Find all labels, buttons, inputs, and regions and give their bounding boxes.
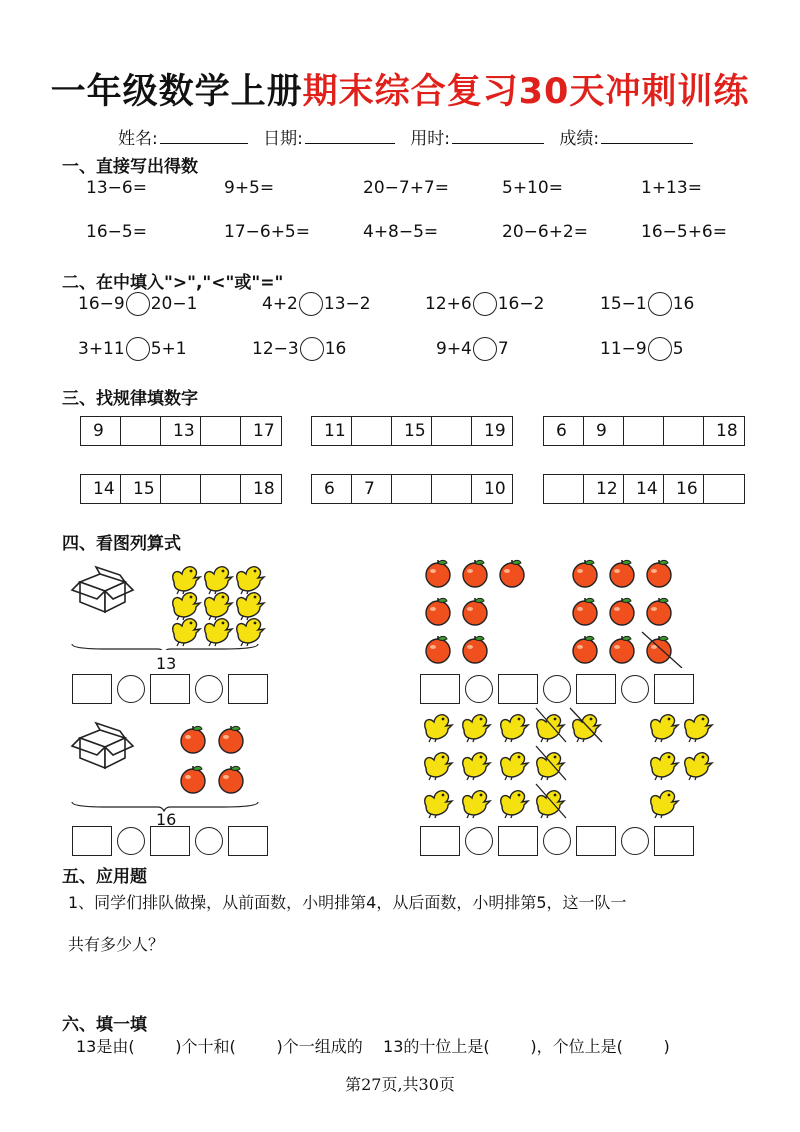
duck-icon <box>237 593 264 620</box>
seq-cell[interactable] <box>121 417 161 445</box>
duck-icon <box>173 567 200 594</box>
apple-icon <box>219 726 243 753</box>
duck-icon <box>537 715 564 742</box>
duck-icon <box>685 753 712 780</box>
seq-cell[interactable] <box>201 475 241 503</box>
apple-icon <box>573 636 597 663</box>
operator-circle[interactable] <box>543 675 571 703</box>
duck-icon <box>463 715 490 742</box>
seq-cell[interactable] <box>432 417 472 445</box>
seq-cell[interactable]: 18 <box>716 421 738 441</box>
sequence-row <box>311 416 513 446</box>
sequence-row <box>80 474 282 504</box>
compare-circle[interactable] <box>648 337 672 361</box>
answer-box[interactable] <box>228 674 268 704</box>
picture-box-apples <box>66 716 266 812</box>
apple-icon <box>610 560 634 587</box>
calc-item: 4+8−5= <box>363 222 439 242</box>
apple-icon <box>426 598 450 625</box>
calc-item: 13−6= <box>86 178 147 198</box>
equation-row <box>72 674 268 704</box>
duck-icon <box>173 593 200 620</box>
calc-item: 9+5= <box>224 178 275 198</box>
apple-icon <box>463 598 487 625</box>
section-2-heading: 二、在中填入">","<"或"=" <box>62 273 284 293</box>
seq-cell[interactable]: 12 <box>584 475 624 503</box>
answer-box[interactable] <box>498 826 538 856</box>
answer-box[interactable] <box>420 674 460 704</box>
duck-icon <box>537 753 564 780</box>
seq-cell[interactable]: 17 <box>253 421 275 441</box>
apple-icon <box>463 636 487 663</box>
total-label: 16 <box>156 810 177 829</box>
equation-row <box>420 674 694 704</box>
operator-circle[interactable] <box>543 827 571 855</box>
duck-icon <box>425 715 452 742</box>
answer-box[interactable] <box>576 674 616 704</box>
sequence-row <box>311 474 513 504</box>
apple-icon <box>573 598 597 625</box>
answer-box[interactable] <box>228 826 268 856</box>
page-footer: 第27页,共30页 <box>345 1075 455 1094</box>
answer-box[interactable] <box>150 826 190 856</box>
total-label: 13 <box>156 654 177 673</box>
seq-cell[interactable]: 9 <box>81 417 121 445</box>
apple-icon <box>610 598 634 625</box>
section-4-heading: 四、看图列算式 <box>62 534 181 554</box>
box-icon <box>72 567 133 612</box>
section-3-heading: 三、找规律填数字 <box>62 389 198 409</box>
apple-icon <box>219 766 243 793</box>
seq-cell[interactable]: 19 <box>484 421 506 441</box>
compare-circle[interactable] <box>473 337 497 361</box>
picture-apples <box>420 556 690 668</box>
calc-item: 16−5+6= <box>641 222 727 242</box>
compare-item: 3+11 5+1 <box>78 339 187 359</box>
fill-in-text: 13是由( )个十和( )个一组成的 13的十位上是( )，个位上是( ) <box>76 1037 670 1056</box>
seq-cell[interactable]: 9 <box>584 417 624 445</box>
duck-icon <box>205 567 232 594</box>
calc-item: 5+10= <box>502 178 563 198</box>
compare-circle[interactable] <box>126 337 150 361</box>
duck-icon <box>501 791 528 818</box>
answer-box[interactable] <box>498 674 538 704</box>
apple-icon <box>647 598 671 625</box>
student-info <box>118 124 703 149</box>
page-title <box>0 64 800 114</box>
answer-box[interactable] <box>150 674 190 704</box>
sequence-row <box>543 474 745 504</box>
calc-item: 17−6+5= <box>224 222 310 242</box>
operator-circle[interactable] <box>621 675 649 703</box>
seq-cell[interactable]: 15 <box>121 475 161 503</box>
answer-box[interactable] <box>576 826 616 856</box>
operator-circle[interactable] <box>195 827 223 855</box>
apple-icon <box>181 726 205 753</box>
section-5-heading: 五、应用题 <box>62 867 147 887</box>
word-problem-line2: 共有多少人？ <box>68 935 165 954</box>
compare-item: 12+6 16−2 <box>425 294 545 314</box>
operator-circle[interactable] <box>621 827 649 855</box>
answer-box[interactable] <box>72 674 112 704</box>
operator-circle[interactable] <box>465 675 493 703</box>
seq-cell[interactable]: 18 <box>253 479 275 499</box>
duck-icon <box>205 593 232 620</box>
calc-item: 20−7+7= <box>363 178 449 198</box>
duck-icon <box>463 753 490 780</box>
answer-box[interactable] <box>420 826 460 856</box>
title-black: 一年级数学上册 <box>50 72 303 112</box>
duck-icon <box>651 753 678 780</box>
duck-icon <box>425 791 452 818</box>
score-field[interactable]: 成绩: <box>559 129 693 149</box>
calc-item: 20−6+2= <box>502 222 588 242</box>
compare-circle[interactable] <box>300 337 324 361</box>
seq-cell[interactable]: 6 <box>312 475 352 503</box>
word-problem-line1: 1、同学们排队做操，从前面数，小明排第4，从后面数，小明排第5，这一队一 <box>68 893 627 912</box>
duck-icon <box>205 619 232 646</box>
duck-icon <box>501 753 528 780</box>
compare-circle[interactable] <box>648 292 672 316</box>
operator-circle[interactable] <box>117 675 145 703</box>
calc-item: 1+13= <box>641 178 702 198</box>
answer-box[interactable] <box>72 826 112 856</box>
seq-cell[interactable]: 16 <box>664 475 704 503</box>
seq-cell[interactable]: 11 <box>312 417 352 445</box>
seq-cell[interactable]: 10 <box>484 479 506 499</box>
date-field[interactable]: 日期: <box>263 129 395 149</box>
seq-cell[interactable] <box>664 417 704 445</box>
section-1-heading: 一、直接写出得数 <box>62 157 198 177</box>
operator-circle[interactable] <box>195 675 223 703</box>
section-6-heading: 六、填一填 <box>62 1015 147 1035</box>
sequence-row <box>543 416 745 446</box>
apple-icon <box>426 560 450 587</box>
seq-cell[interactable]: 13 <box>161 417 201 445</box>
seq-cell[interactable] <box>352 417 392 445</box>
seq-cell[interactable] <box>201 417 241 445</box>
box-icon <box>72 723 133 768</box>
duck-icon <box>685 715 712 742</box>
apple-icon <box>500 560 524 587</box>
duck-icon <box>537 791 564 818</box>
seq-cell[interactable] <box>432 475 472 503</box>
apple-icon <box>573 560 597 587</box>
answer-box[interactable] <box>654 826 694 856</box>
apple-icon <box>610 636 634 663</box>
apple-icon <box>463 560 487 587</box>
answer-box[interactable] <box>654 674 694 704</box>
duck-icon <box>425 753 452 780</box>
time-field[interactable]: 用时: <box>410 129 544 149</box>
equation-row <box>420 826 694 856</box>
compare-item: 16−9 20−1 <box>78 294 198 314</box>
compare-item: 15−1 16 <box>600 294 695 314</box>
compare-item: 12−3 16 <box>252 339 347 359</box>
seq-cell[interactable]: 14 <box>81 475 121 503</box>
compare-circle[interactable] <box>473 292 497 316</box>
seq-cell[interactable]: 6 <box>544 417 584 445</box>
duck-icon <box>237 619 264 646</box>
duck-icon <box>501 715 528 742</box>
title-red: 期末综合复习30天冲刺训练 <box>302 72 750 112</box>
duck-icon <box>573 715 600 742</box>
seq-cell[interactable] <box>544 475 584 503</box>
operator-circle[interactable] <box>465 827 493 855</box>
picture-box-ducks <box>66 560 266 650</box>
picture-ducks <box>416 706 716 824</box>
seq-cell[interactable] <box>392 475 432 503</box>
compare-item: 9+4 7 <box>436 339 509 359</box>
calc-item: 16−5= <box>86 222 147 242</box>
equation-row <box>72 826 268 856</box>
seq-cell[interactable] <box>161 475 201 503</box>
apple-icon <box>181 766 205 793</box>
seq-cell[interactable]: 14 <box>624 475 664 503</box>
sequence-row <box>80 416 282 446</box>
compare-circle[interactable] <box>126 292 150 316</box>
seq-cell[interactable]: 15 <box>392 417 432 445</box>
operator-circle[interactable] <box>117 827 145 855</box>
compare-item: 11−9 5 <box>600 339 684 359</box>
apple-icon <box>426 636 450 663</box>
seq-cell[interactable] <box>704 475 744 503</box>
seq-cell[interactable]: 7 <box>352 475 392 503</box>
compare-circle[interactable] <box>299 292 323 316</box>
apple-icon <box>647 560 671 587</box>
brace <box>72 644 258 650</box>
compare-item: 4+2 13−2 <box>262 294 371 314</box>
name-field[interactable]: 姓名: <box>118 129 248 149</box>
duck-icon <box>237 567 264 594</box>
duck-icon <box>463 791 490 818</box>
duck-icon <box>651 715 678 742</box>
duck-icon <box>173 619 200 646</box>
duck-icon <box>651 791 678 818</box>
seq-cell[interactable] <box>624 417 664 445</box>
